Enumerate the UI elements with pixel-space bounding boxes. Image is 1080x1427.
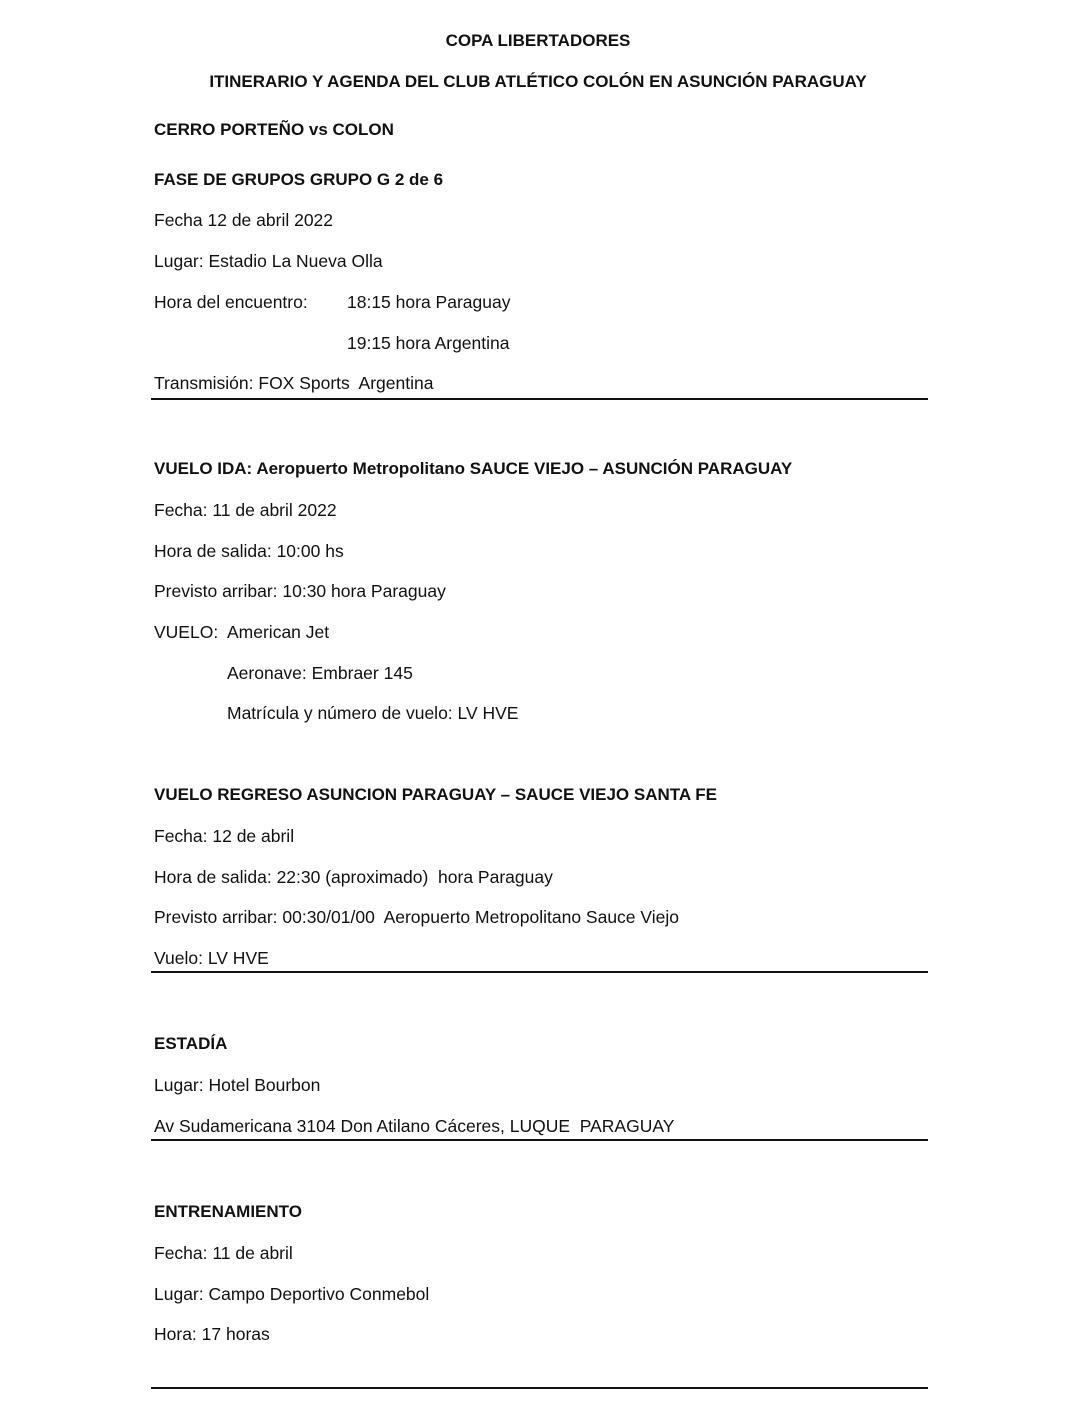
outbound-flight-heading: VUELO IDA: Aeropuerto Metropolitano SAUCE VIEJO – ASUNCIÓN PARAGUAY bbox=[154, 459, 793, 478]
training-place: Lugar: Campo Deportivo Conmebol bbox=[154, 1284, 430, 1304]
section-divider bbox=[151, 1387, 928, 1389]
outbound-flight-aircraft: Aeronave: Embraer 145 bbox=[227, 663, 413, 683]
outbound-flight-airline: American Jet bbox=[227, 622, 330, 642]
match-broadcast: Transmisión: FOX Sports Argentina bbox=[154, 373, 434, 393]
return-flight-departure: Hora de salida: 22:30 (aproximado) hora Paraguay bbox=[154, 867, 553, 887]
document-title: COPA LIBERTADORES bbox=[445, 31, 631, 50]
stay-place: Lugar: Hotel Bourbon bbox=[154, 1075, 321, 1095]
match-date: Fecha 12 de abril 2022 bbox=[154, 210, 334, 230]
training-time: Hora: 17 horas bbox=[154, 1324, 270, 1344]
stay-address: Av Sudamericana 3104 Don Atilano Cáceres, LUQUE PARAGUAY bbox=[154, 1116, 675, 1136]
section-divider bbox=[151, 398, 928, 400]
return-flight-arrival: Previsto arribar: 00:30/01/00 Aeropuerto Metropolitano Sauce Viejo bbox=[154, 907, 679, 927]
match-time-label: Hora del encuentro: bbox=[154, 292, 308, 312]
document-subtitle: ITINERARIO Y AGENDA DEL CLUB ATLÉTICO COLÓN EN ASUNCIÓN PARAGUAY bbox=[209, 72, 867, 91]
stay-heading: ESTADÍA bbox=[154, 1034, 228, 1053]
section-divider bbox=[151, 1139, 928, 1141]
outbound-flight-registration: Matrícula y número de vuelo: LV HVE bbox=[227, 703, 519, 723]
match-heading: CERRO PORTEÑO vs COLON bbox=[154, 120, 394, 139]
match-venue: Lugar: Estadio La Nueva Olla bbox=[154, 251, 383, 271]
section-divider bbox=[151, 971, 928, 973]
return-flight-heading: VUELO REGRESO ASUNCION PARAGUAY – SAUCE VIEJO SANTA FE bbox=[154, 785, 717, 804]
training-date: Fecha: 11 de abril bbox=[154, 1243, 293, 1263]
outbound-flight-arrival: Previsto arribar: 10:30 hora Paraguay bbox=[154, 581, 446, 601]
match-phase: FASE DE GRUPOS GRUPO G 2 de 6 bbox=[154, 170, 444, 189]
outbound-flight-departure: Hora de salida: 10:00 hs bbox=[154, 541, 344, 561]
return-flight-date: Fecha: 12 de abril bbox=[154, 826, 295, 846]
match-time-paraguay: 18:15 hora Paraguay bbox=[347, 292, 511, 312]
return-flight-number: Vuelo: LV HVE bbox=[154, 948, 269, 968]
match-time-argentina: 19:15 hora Argentina bbox=[347, 333, 510, 353]
training-heading: ENTRENAMIENTO bbox=[154, 1202, 302, 1221]
outbound-flight-date: Fecha: 11 de abril 2022 bbox=[154, 500, 337, 520]
outbound-flight-label: VUELO: bbox=[154, 622, 219, 642]
